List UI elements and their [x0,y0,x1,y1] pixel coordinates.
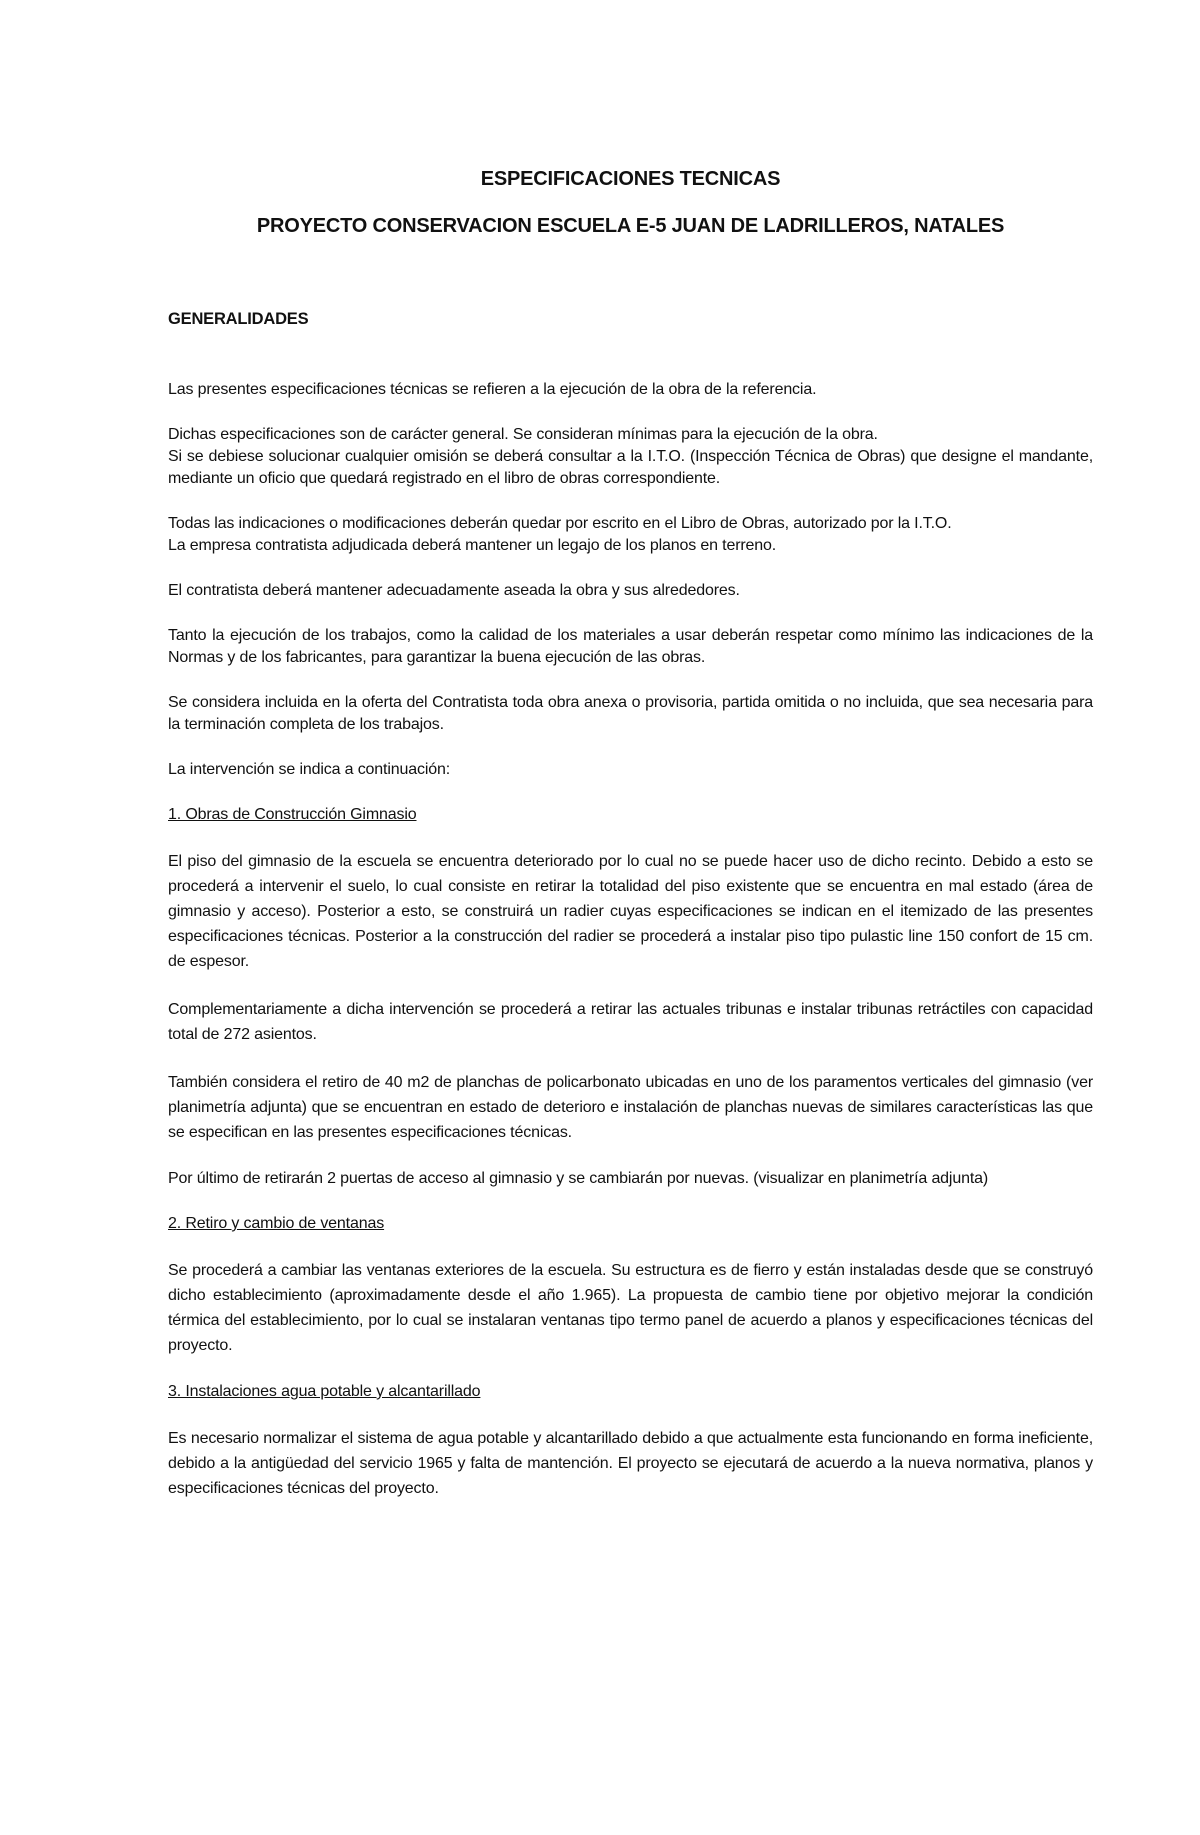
paragraph-intro: Las presentes especificaciones técnicas se refieren a la ejecución de la obra de la referencia. [168,381,817,398]
paragraph-gimnasio-tribunas: Complementariamente a dicha intervención se procederá a retirar las actuales tribunas e instalar tribunas retráctiles con capacidad total de 272 asientos. [168,1001,1093,1043]
item-heading-ventanas: 2. Retiro y cambio de ventanas [168,1215,385,1232]
paragraph-legajo-planos: La empresa contratista adjudicada deberá mantener un legajo de los planos en terreno. [168,537,777,554]
paragraph-gimnasio-puertas: Por último de retirarán 2 puertas de acceso al gimnasio y se cambiarán por nuevas. (visualizar en planimetría adjunta) [168,1170,989,1187]
paragraph-gimnasio-piso: El piso del gimnasio de la escuela se encuentra deteriorado por lo cual no se puede hacer uso de dicho recinto. Debido a esto se procederá a intervenir el suelo, lo cual consiste en retirar la totalidad del piso existente que se encuentra en mal estado (área de gimnasio y acceso). Posterior a esto, se construirá un radier cuyas especificaciones se indican en el itemizado de las presentes especificaciones técnicas. Posterior a la construcción del radier se procederá a instalar piso tipo pulastic line 150 confort de 15 cm. de espesor. [168,853,1093,970]
section-heading-generalidades: GENERALIDADES [168,310,309,328]
paragraph-oferta: Se considera incluida en la oferta del Contratista toda obra anexa o provisoria, partida omitida o no incluida, que sea necesaria para la terminación completa de los trabajos. [168,694,1093,733]
paragraph-ventanas: Se procederá a cambiar las ventanas exteriores de la escuela. Su estructura es de fierro y están instaladas desde que se construyó dicho establecimiento (aproximadamente desde el año 1.965). La propuesta de cambio tiene por objetivo mejorar la condición térmica del establecimiento, por lo cual se instalaran ventanas tipo termo panel de acuerdo a planos y especificaciones técnicas del proyecto. [168,1262,1093,1354]
document-subtitle: PROYECTO CONSERVACION ESCUELA E-5 JUAN DE LADRILLEROS, NATALES [256,215,1005,237]
document-page [168,168,1093,1501]
paragraph-gimnasio-policarbonato: También considera el retiro de 40 m2 de planchas de policarbonato ubicadas en uno de los paramentos verticales del gimnasio (ver planimetría adjunta) que se encuentran en estado de deterioro e instalación de planchas nuevas de similares características las que se especifican en las presentes especificaciones técnicas. [168,1074,1093,1141]
item-heading-agua-potable: 3. Instalaciones agua potable y alcantarillado [168,1383,481,1400]
paragraph-aseo-obra: El contratista deberá mantener adecuadamente aseada la obra y sus alrededores. [168,582,740,599]
item-heading-gimnasio: 1. Obras de Construcción Gimnasio [168,806,417,823]
paragraph-libro-obras: Todas las indicaciones o modificaciones deberán quedar por escrito en el Libro de Obras, autorizado por la I.T.O. [168,515,952,532]
paragraph-omission-consult: Si se debiese solucionar cualquier omisión se deberá consultar a la I.T.O. (Inspección Técnica de Obras) que designe el mandante, mediante un oficio que quedará registrado en el libro de obras correspondiente. [168,448,1093,487]
paragraph-agua-potable: Es necesario normalizar el sistema de agua potable y alcantarillado debido a que actualmente esta funcionando en forma ineficiente, debido a la antigüedad del servicio 1965 y falta de mantención. El proyecto se ejecutará de acuerdo a la nueva normativa, planos y especificaciones técnicas del proyecto. [168,1430,1093,1497]
paragraph-normas: Tanto la ejecución de los trabajos, como la calidad de los materiales a usar deberán respetar como mínimo las indicaciones de la Normas y de los fabricantes, para garantizar la buena ejecución de las obras. [168,627,1093,666]
document-title: ESPECIFICACIONES TECNICAS [480,168,781,190]
paragraph-general-character: Dichas especificaciones son de carácter general. Se consideran mínimas para la ejecución de la obra. [168,426,878,443]
paragraph-intervencion: La intervención se indica a continuación: [168,761,451,778]
